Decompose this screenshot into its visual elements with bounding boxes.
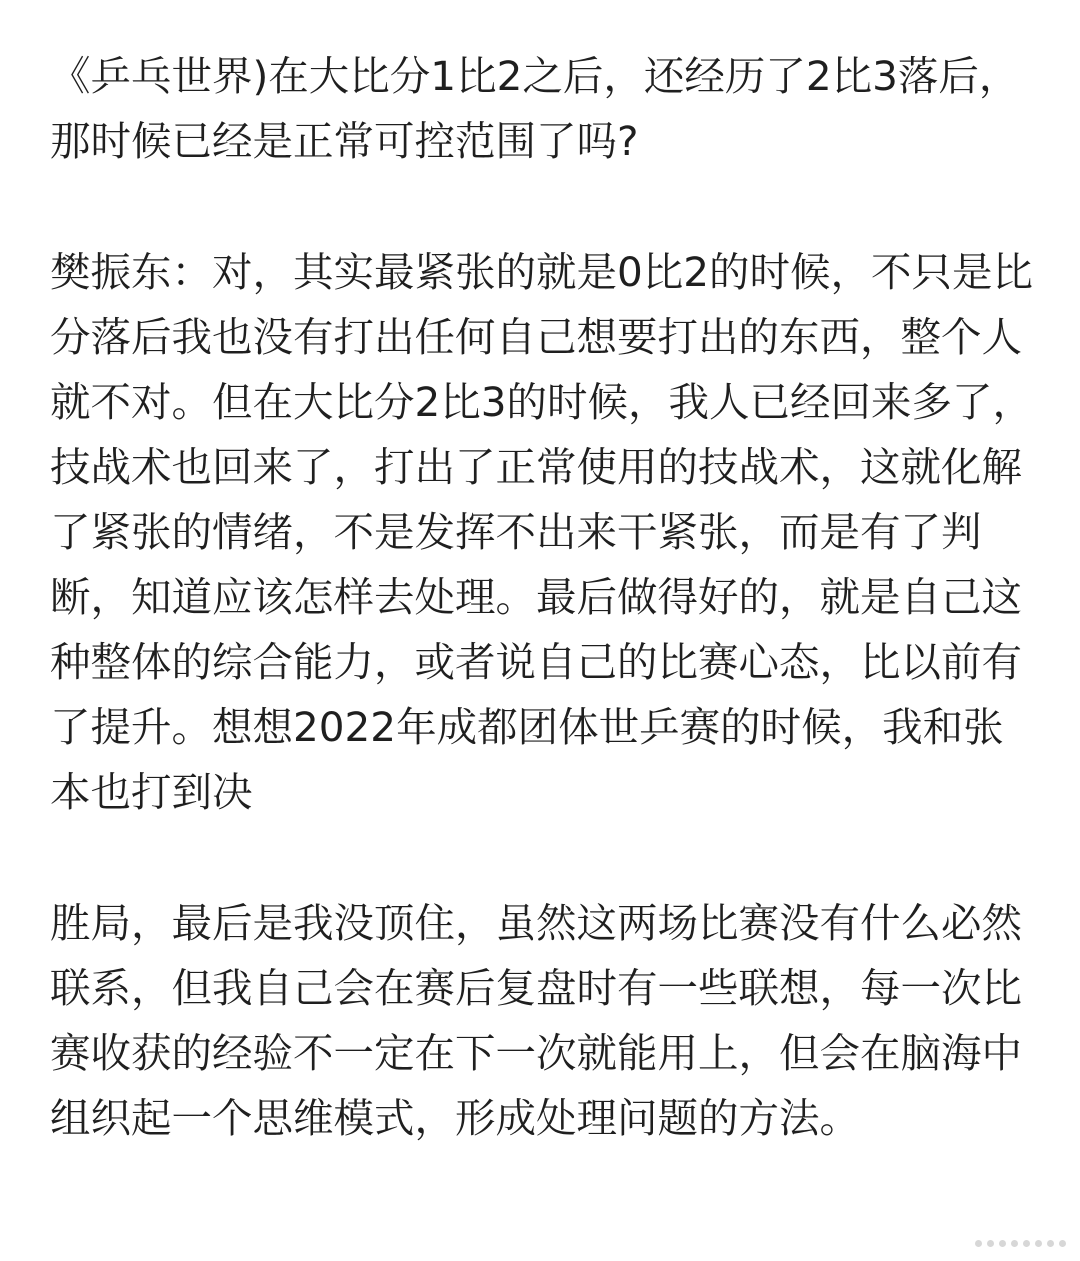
paragraph-gap bbox=[50, 825, 1040, 891]
answer-paragraph: 樊振东：对，其实最紧张的就是0比2的时候，不只是比分落后我也没有打出任何自己想要打出的东西，整个人就不对。但在大比分2比3的时候，我人已经回来多了，技战术也回来了，打出了正常使用的技战术，这就化解了紧张的情绪，不是发挥不出来干紧张，而是有了判断，知道应该怎样去处理。最后做得好的，就是自己这种整体的综合能力，或者说自己的比赛心态，比以前有了提升。想想2022年成都团体世乒赛的时候，我和张本也打到决 bbox=[50, 248, 1034, 816]
paragraph-gap bbox=[50, 174, 1040, 240]
watermark-dots bbox=[975, 1240, 1066, 1247]
continuation-paragraph: 胜局，最后是我没顶住，虽然这两场比赛没有什么必然联系，但我自己会在赛后复盘时有一些联想，每一次比赛收获的经验不一定在下一次就能用上，但会在脑海中组织起一个思维模式，形成处理问题的方法。 bbox=[50, 899, 1022, 1142]
question-paragraph: 《乒乓世界)在大比分1比2之后，还经历了2比3落后，那时候已经是正常可控范围了吗? bbox=[50, 52, 1020, 165]
article-body bbox=[50, 44, 1040, 1151]
